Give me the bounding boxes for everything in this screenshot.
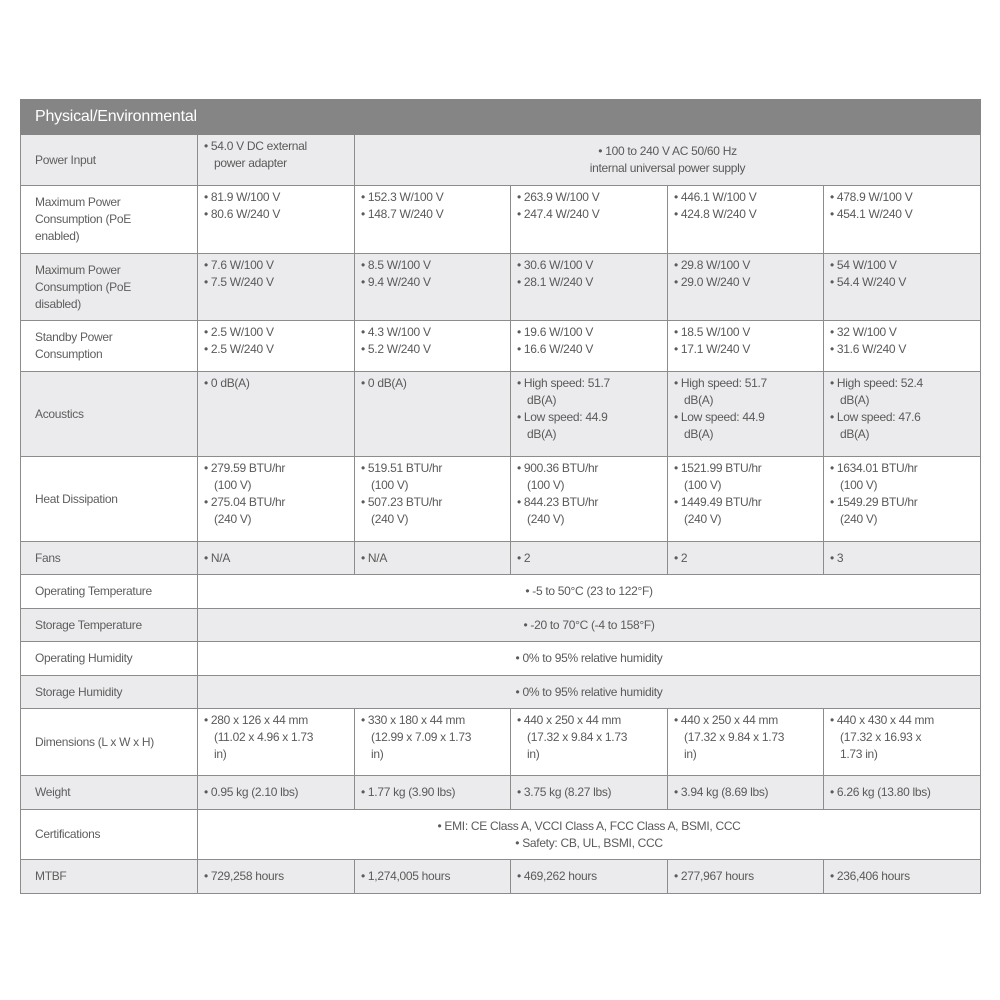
cell-line: • 54.4 W/240 V — [830, 275, 907, 289]
cell — [824, 254, 981, 321]
cell-line: dB(A) — [684, 393, 714, 407]
row-label: Acoustics — [21, 372, 198, 457]
cell-line: • 16.6 W/240 V — [517, 342, 594, 356]
cell-line: (240 V) — [684, 512, 722, 526]
cell — [355, 186, 511, 254]
cell: • 0.95 kg (2.10 lbs) — [198, 776, 355, 810]
cell-line: in) — [527, 747, 540, 761]
cell-line: (12.99 x 7.09 x 1.73 — [371, 730, 472, 744]
cell-line: • 54.0 V DC external — [204, 139, 307, 153]
cell — [668, 254, 824, 321]
cell-line: • 900.36 BTU/hr — [517, 461, 599, 475]
cell-line: • 31.6 W/240 V — [830, 342, 907, 356]
cell — [824, 457, 981, 542]
cell-line: • 1549.29 BTU/hr — [830, 495, 918, 509]
label-line: Maximum Power — [35, 195, 121, 209]
cell-line: in) — [684, 747, 697, 761]
cell-line: • 81.9 W/100 V — [204, 190, 281, 204]
row-storage-humidity — [21, 676, 981, 709]
cell-line: • 0 dB(A) — [361, 376, 407, 390]
cell-line: • 440 x 250 x 44 mm — [517, 713, 621, 727]
cell-line: power adapter — [214, 156, 287, 170]
cell — [511, 254, 668, 321]
cell-line: dB(A) — [840, 393, 870, 407]
cell-line: • 279.59 BTU/hr — [204, 461, 286, 475]
cell-line: dB(A) — [840, 427, 870, 441]
cell-line: • 2 — [517, 550, 531, 565]
cell-line: • 7.6 W/100 V — [204, 258, 274, 272]
cell-line: • 1634.01 BTU/hr — [830, 461, 918, 475]
row-certifications — [21, 810, 981, 860]
label-line: Standby Power — [35, 330, 113, 344]
row-label: Storage Humidity — [21, 676, 198, 709]
cell-line: • 2.5 W/240 V — [204, 342, 274, 356]
cell-line: • N/A — [204, 550, 231, 565]
cell: • 1,274,005 hours — [355, 860, 511, 894]
cell-line: • 519.51 BTU/hr — [361, 461, 443, 475]
label-line: Consumption — [35, 347, 103, 361]
row-storage-temperature — [21, 609, 981, 642]
row-fans — [21, 542, 981, 575]
cell-line: • 2 — [674, 550, 688, 565]
row-heat-dissipation — [21, 457, 981, 542]
row-label: Power Input — [21, 135, 198, 186]
cell-line: • 1449.49 BTU/hr — [674, 495, 762, 509]
cell — [355, 254, 511, 321]
cell-line: • 152.3 W/100 V — [361, 190, 444, 204]
cell — [355, 321, 511, 372]
cell-line: • EMI: CE Class A, VCCI Class A, FCC Class A, BSMI, CCC — [437, 818, 741, 833]
section-header: Physical/Environmental — [21, 100, 981, 135]
cell-line: • 8.5 W/100 V — [361, 258, 431, 272]
row-label — [21, 186, 198, 254]
cell-line: (17.32 x 9.84 x 1.73 — [684, 730, 785, 744]
row-standby-power — [21, 321, 981, 372]
label-line: Consumption (PoE — [35, 212, 131, 226]
span-cell: • 0% to 95% relative humidity — [198, 676, 981, 709]
row-operating-temperature — [21, 575, 981, 609]
cell — [198, 321, 355, 372]
cell-line: (100 V) — [214, 478, 252, 492]
row-label: Certifications — [21, 810, 198, 860]
row-label: Heat Dissipation — [21, 457, 198, 542]
cell-line: • 28.1 W/240 V — [517, 275, 594, 289]
cell-line: • 32 W/100 V — [830, 325, 897, 339]
cell — [824, 186, 981, 254]
cell-line: • 4.3 W/100 V — [361, 325, 431, 339]
cell: • 236,406 hours — [824, 860, 981, 894]
span-cell — [198, 810, 981, 860]
cell: • 469,262 hours — [511, 860, 668, 894]
cell: • 729,258 hours — [198, 860, 355, 894]
span-cell — [355, 135, 981, 186]
row-weight — [21, 776, 981, 810]
cell-line: • 29.0 W/240 V — [674, 275, 751, 289]
cell-line: dB(A) — [527, 427, 557, 441]
cell — [824, 372, 981, 457]
cell-line: • 446.1 W/100 V — [674, 190, 757, 204]
row-power-input — [21, 135, 981, 186]
cell — [824, 542, 981, 575]
row-label: Storage Temperature — [21, 609, 198, 642]
label-line: Maximum Power — [35, 262, 121, 277]
cell-line: • High speed: 52.4 — [830, 376, 923, 390]
cell-line: • 5.2 W/240 V — [361, 342, 431, 356]
row-label — [21, 321, 198, 372]
label-line: disabled) — [35, 296, 81, 311]
cell-line: • 478.9 W/100 V — [830, 190, 913, 204]
cell — [824, 321, 981, 372]
label-line: enabled) — [35, 229, 80, 243]
cell-line: • 1521.99 BTU/hr — [674, 461, 762, 475]
cell — [355, 457, 511, 542]
cell-line: • 148.7 W/240 V — [361, 207, 444, 221]
cell-line: • 330 x 180 x 44 mm — [361, 713, 465, 727]
cell — [198, 254, 355, 321]
cell-line: (240 V) — [371, 512, 409, 526]
cell-line: • Low speed: 44.9 — [674, 410, 765, 424]
cell-line: • High speed: 51.7 — [674, 376, 767, 390]
cell-line: (100 V) — [527, 478, 565, 492]
cell: • 277,967 hours — [668, 860, 824, 894]
cell — [355, 542, 511, 575]
cell — [668, 709, 824, 776]
cell-line: dB(A) — [527, 393, 557, 407]
cell-line: • 80.6 W/240 V — [204, 207, 281, 221]
row-label: Operating Humidity — [21, 642, 198, 676]
cell — [668, 542, 824, 575]
cell-line: • 0 dB(A) — [204, 376, 250, 390]
cell: • 3.94 kg (8.69 lbs) — [668, 776, 824, 810]
cell — [511, 372, 668, 457]
cell-line: (240 V) — [840, 512, 878, 526]
cell: • 1.77 kg (3.90 lbs) — [355, 776, 511, 810]
cell — [355, 372, 511, 457]
cell-line: in) — [371, 747, 384, 761]
cell-line: (240 V) — [527, 512, 565, 526]
cell-line: (100 V) — [684, 478, 722, 492]
cell-line: • 29.8 W/100 V — [674, 258, 751, 272]
cell-line: • Safety: CB, UL, BSMI, CCC — [515, 835, 663, 850]
cell — [668, 457, 824, 542]
row-label: MTBF — [21, 860, 198, 894]
cell-line: internal universal power supply — [589, 161, 746, 175]
cell-line: in) — [214, 747, 227, 761]
cell — [198, 709, 355, 776]
spec-table — [20, 99, 981, 894]
row-mtbf — [21, 860, 981, 894]
cell-line: (100 V) — [371, 478, 409, 492]
cell — [355, 709, 511, 776]
cell-line: • 844.23 BTU/hr — [517, 495, 599, 509]
cell-line: 1.73 in) — [840, 747, 878, 761]
row-dimensions — [21, 709, 981, 776]
row-label: Operating Temperature — [21, 575, 198, 609]
cell-line: • 19.6 W/100 V — [517, 325, 594, 339]
cell-line: • 440 x 430 x 44 mm — [830, 713, 934, 727]
cell-line: • 30.6 W/100 V — [517, 258, 594, 272]
cell-line: • High speed: 51.7 — [517, 376, 610, 390]
span-cell: • -5 to 50°C (23 to 122°F) — [198, 575, 981, 609]
cell — [511, 321, 668, 372]
cell-line: • 7.5 W/240 V — [204, 275, 274, 289]
cell-line: • 3 — [830, 550, 844, 565]
label-line: Consumption (PoE — [35, 279, 131, 294]
span-cell: • -20 to 70°C (-4 to 158°F) — [198, 609, 981, 642]
cell — [668, 372, 824, 457]
span-cell: • 0% to 95% relative humidity — [198, 642, 981, 676]
cell-line: • 54 W/100 V — [830, 258, 897, 272]
cell-line: • 18.5 W/100 V — [674, 325, 751, 339]
cell — [668, 186, 824, 254]
cell-line: • 247.4 W/240 V — [517, 207, 600, 221]
cell-line: • 440 x 250 x 44 mm — [674, 713, 778, 727]
cell — [511, 542, 668, 575]
cell-line: (17.32 x 9.84 x 1.73 — [527, 730, 628, 744]
cell-line: (11.02 x 4.96 x 1.73 — [214, 730, 314, 744]
cell-line: • 9.4 W/240 V — [361, 275, 431, 289]
cell-line: (240 V) — [214, 512, 252, 526]
cell: • 6.26 kg (13.80 lbs) — [824, 776, 981, 810]
cell-line: • Low speed: 44.9 — [517, 410, 608, 424]
cell-line: • 424.8 W/240 V — [674, 207, 757, 221]
cell-line: • 280 x 126 x 44 mm — [204, 713, 308, 727]
cell-line: • 17.1 W/240 V — [674, 342, 751, 356]
cell-line: • N/A — [361, 550, 388, 565]
cell — [668, 321, 824, 372]
cell-line: dB(A) — [684, 427, 714, 441]
cell-line: • 507.23 BTU/hr — [361, 495, 443, 509]
cell-line: • 454.1 W/240 V — [830, 207, 913, 221]
cell-line: • 263.9 W/100 V — [517, 190, 600, 204]
cell — [198, 135, 355, 186]
cell — [198, 186, 355, 254]
row-label: Dimensions (L x W x H) — [21, 709, 198, 776]
cell — [511, 457, 668, 542]
cell: • 3.75 kg (8.27 lbs) — [511, 776, 668, 810]
row-operating-humidity — [21, 642, 981, 676]
row-label — [21, 254, 198, 321]
row-acoustics — [21, 372, 981, 457]
cell — [511, 709, 668, 776]
cell-line: (17.32 x 16.93 x — [840, 730, 922, 744]
row-max-power-poe-disabled — [21, 254, 981, 321]
cell — [511, 186, 668, 254]
cell-line: (100 V) — [840, 478, 878, 492]
row-label: Fans — [21, 542, 198, 575]
cell — [198, 372, 355, 457]
cell — [198, 542, 355, 575]
cell-line: • Low speed: 47.6 — [830, 410, 921, 424]
cell — [198, 457, 355, 542]
cell-line: • 275.04 BTU/hr — [204, 495, 286, 509]
cell-line: • 2.5 W/100 V — [204, 325, 274, 339]
cell-line: • 100 to 240 V AC 50/60 Hz — [598, 144, 737, 158]
cell — [824, 709, 981, 776]
row-max-power-poe-enabled — [21, 186, 981, 254]
row-label: Weight — [21, 776, 198, 810]
